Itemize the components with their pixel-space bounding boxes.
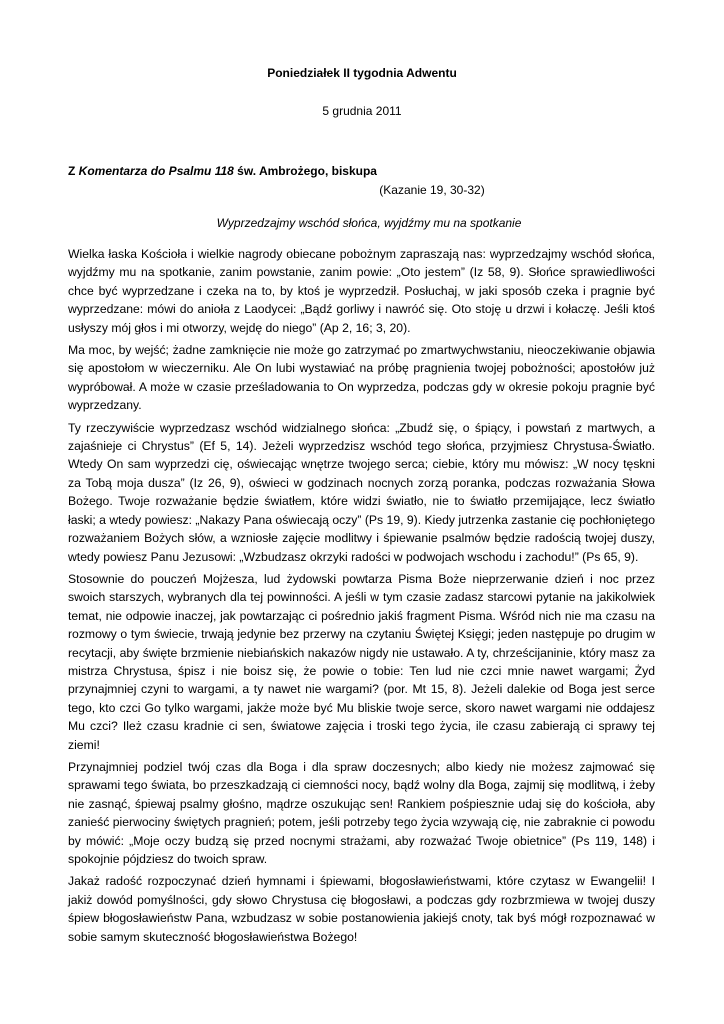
paragraph: Stosownie do pouczeń Mojżesza, lud żydowski powtarza Pisma Boże nieprzerwanie dzień i noc przez swoich starszych, wybranych dla tej powinności. A jeśli w tym czasie zadasz starcowi pytanie na jakikolwiek temat, nie odpowie inaczej, jak powtarzając ci pośrednio jakiś fragment Pisma. Wśród nich nie ma czasu na rozmowy o tym świecie, trwają jedynie bez przerwy na czytaniu Świętej Księgi; jeden następuje po drugim w recytacji, aby święte brzmienie niebiańskich nakazów nigdy nie ustawało. A ty, chrześcijaninie, który masz za mistrza Chrystusa, śpisz i nie boisz się, że powie o tobie: Ten lud nie czci mnie nawet wargami; Żyd przynajmniej czyni to wargami, a ty nawet nie wargami? (por. Mt 15, 8). Jeżeli dalekie od Boga jest serce tego, kto czci Go tylko wargami, jakże może być Mu bliskie twoje serce, skoro nawet wargami nie oddajesz Mu czci? Ileż czasu kradnie ci sen, światowe zajęcia i troski tego życia, ile czasu zabierają ci sprawy tej ziemi!	[68, 571, 655, 752]
paragraph: Wielka łaska Kościoła i wielkie nagrody obiecane pobożnym zapraszają nas: wyprzedzajmy wschód słońca, wyjdźmy mu na spotkanie, zanim powstanie, zanim powie: „Oto jestem” (Iz 58, 9). Słońce sprawiedliwości chce być wyprzedzane i czeka na to, by ktoś je wyprzedził. Posłuchaj, w jaki sposób czeka i pragnie być wyprzedzane: mówi do anioła z Laodycei: „Bądź gorliwy i nawróć się. Oto stoję u drzwi i kołaczę. Jeśli ktoś usłyszy mój głos i mi otworzy, wejdę do niego” (Ap 2, 16; 3, 20).	[68, 247, 655, 335]
reading-subtitle: Wyprzedzajmy wschód słońca, wyjdźmy mu na spotkanie	[216, 216, 522, 230]
reading-body	[68, 245, 655, 950]
page-title: Poniedziałek II tygodnia Adwentu	[267, 66, 457, 80]
paragraph: Jakaż radość rozpoczynać dzień hymnami i śpiewami, błogosławieństwami, które czytasz w Ewangelii! I jakiż dowód pomyślności, gdy słowo Chrystusa cię błogosławi, a podczas gdy rozbrzmiewa w twojej duszy śpiew błogosławieństw Pana, wzbudzasz w sobie postanowienia jakiejś cnoty, tak byś mógł rozpoznawać w sobie samym skuteczność błogosławieństwa Bożego!	[68, 874, 655, 944]
source-attribution	[68, 164, 377, 178]
source-prefix: Z	[68, 164, 79, 178]
sermon-reference: (Kazanie 19, 30-32)	[379, 183, 485, 197]
paragraph: Ma moc, by wejść; żadne zamknięcie nie może go zatrzymać po zmartwychwstaniu, nieoczekiwanie objawia się apostołom w wieczerniku. Ale On lubi wystawiać na próbę pragnienia twojej pobożności; apostołów już wypróbował. A może w czasie prześladowania to On wyprzedza, podczas gdy w okresie pokoju pragnie być wyprzedzany.	[68, 343, 655, 413]
paragraph: Przynajmniej podziel twój czas dla Boga i dla spraw doczesnych; albo kiedy nie możesz zajmować się sprawami tego świata, bo przeszkadzają ci ciemności nocy, bądź wolny dla Boga, zajmij się modlitwą, i żeby nie zasnąć, śpiewaj psalmy głośno, mądrze oszukując sen! Rankiem pośpiesznie udaj się do kościoła, aby zanieść pierwociny świętych pragnień; potem, jeśli potrzeby tego życia wzywają cię, nie zabraknie ci powodu by mówić: „Moje oczy budzą się przed nocnymi strażami, aby rozważać Twoje obietnice” (Ps 119, 148) i spokojnie pójdziesz do twoich spraw.	[68, 759, 655, 866]
paragraph: Ty rzeczywiście wyprzedzasz wschód widzialnego słońca: „Zbudź się, o śpiący, i powstań z martwych, a zajaśnieje ci Chrystus” (Ef 5, 14). Jeżeli wyprzedzisz wschód tego słońca, przyjmiesz Chrystusa-Światło. Wtedy On sam wyprzedzi cię, oświecając wnętrze twojego serca; ciebie, który mu mówisz: „W nocy tęskni za Tobą moja dusza” (Iz 26, 9), oświeci w godzinach nocnych zorzą poranka, podczas rozważania Słowa Bożego. Twoje rozważanie będzie światłem, które widzi światło, nie to światło przemijające, lecz światło łaski; a wtedy powiesz: „Nakazy Pana oświecają oczy” (Ps 19, 9). Kiedy jutrzenka zastanie cię pochłoniętego rozważaniem Bożych słów, a wzniosłe zajęcie modlitwy i śpiewanie psalmów będzie radością twojej duszy, wtedy powiesz Panu Jezusowi: „Wzbudzasz okrzyki radości w podwojach wschodu i zachodu!” (Ps 65, 9).	[68, 420, 655, 564]
date-line: 5 grudnia 2011	[322, 104, 402, 118]
source-author: św. Ambrożego, biskupa	[233, 164, 377, 178]
source-work-title: Komentarza do Psalmu 118	[78, 164, 234, 178]
